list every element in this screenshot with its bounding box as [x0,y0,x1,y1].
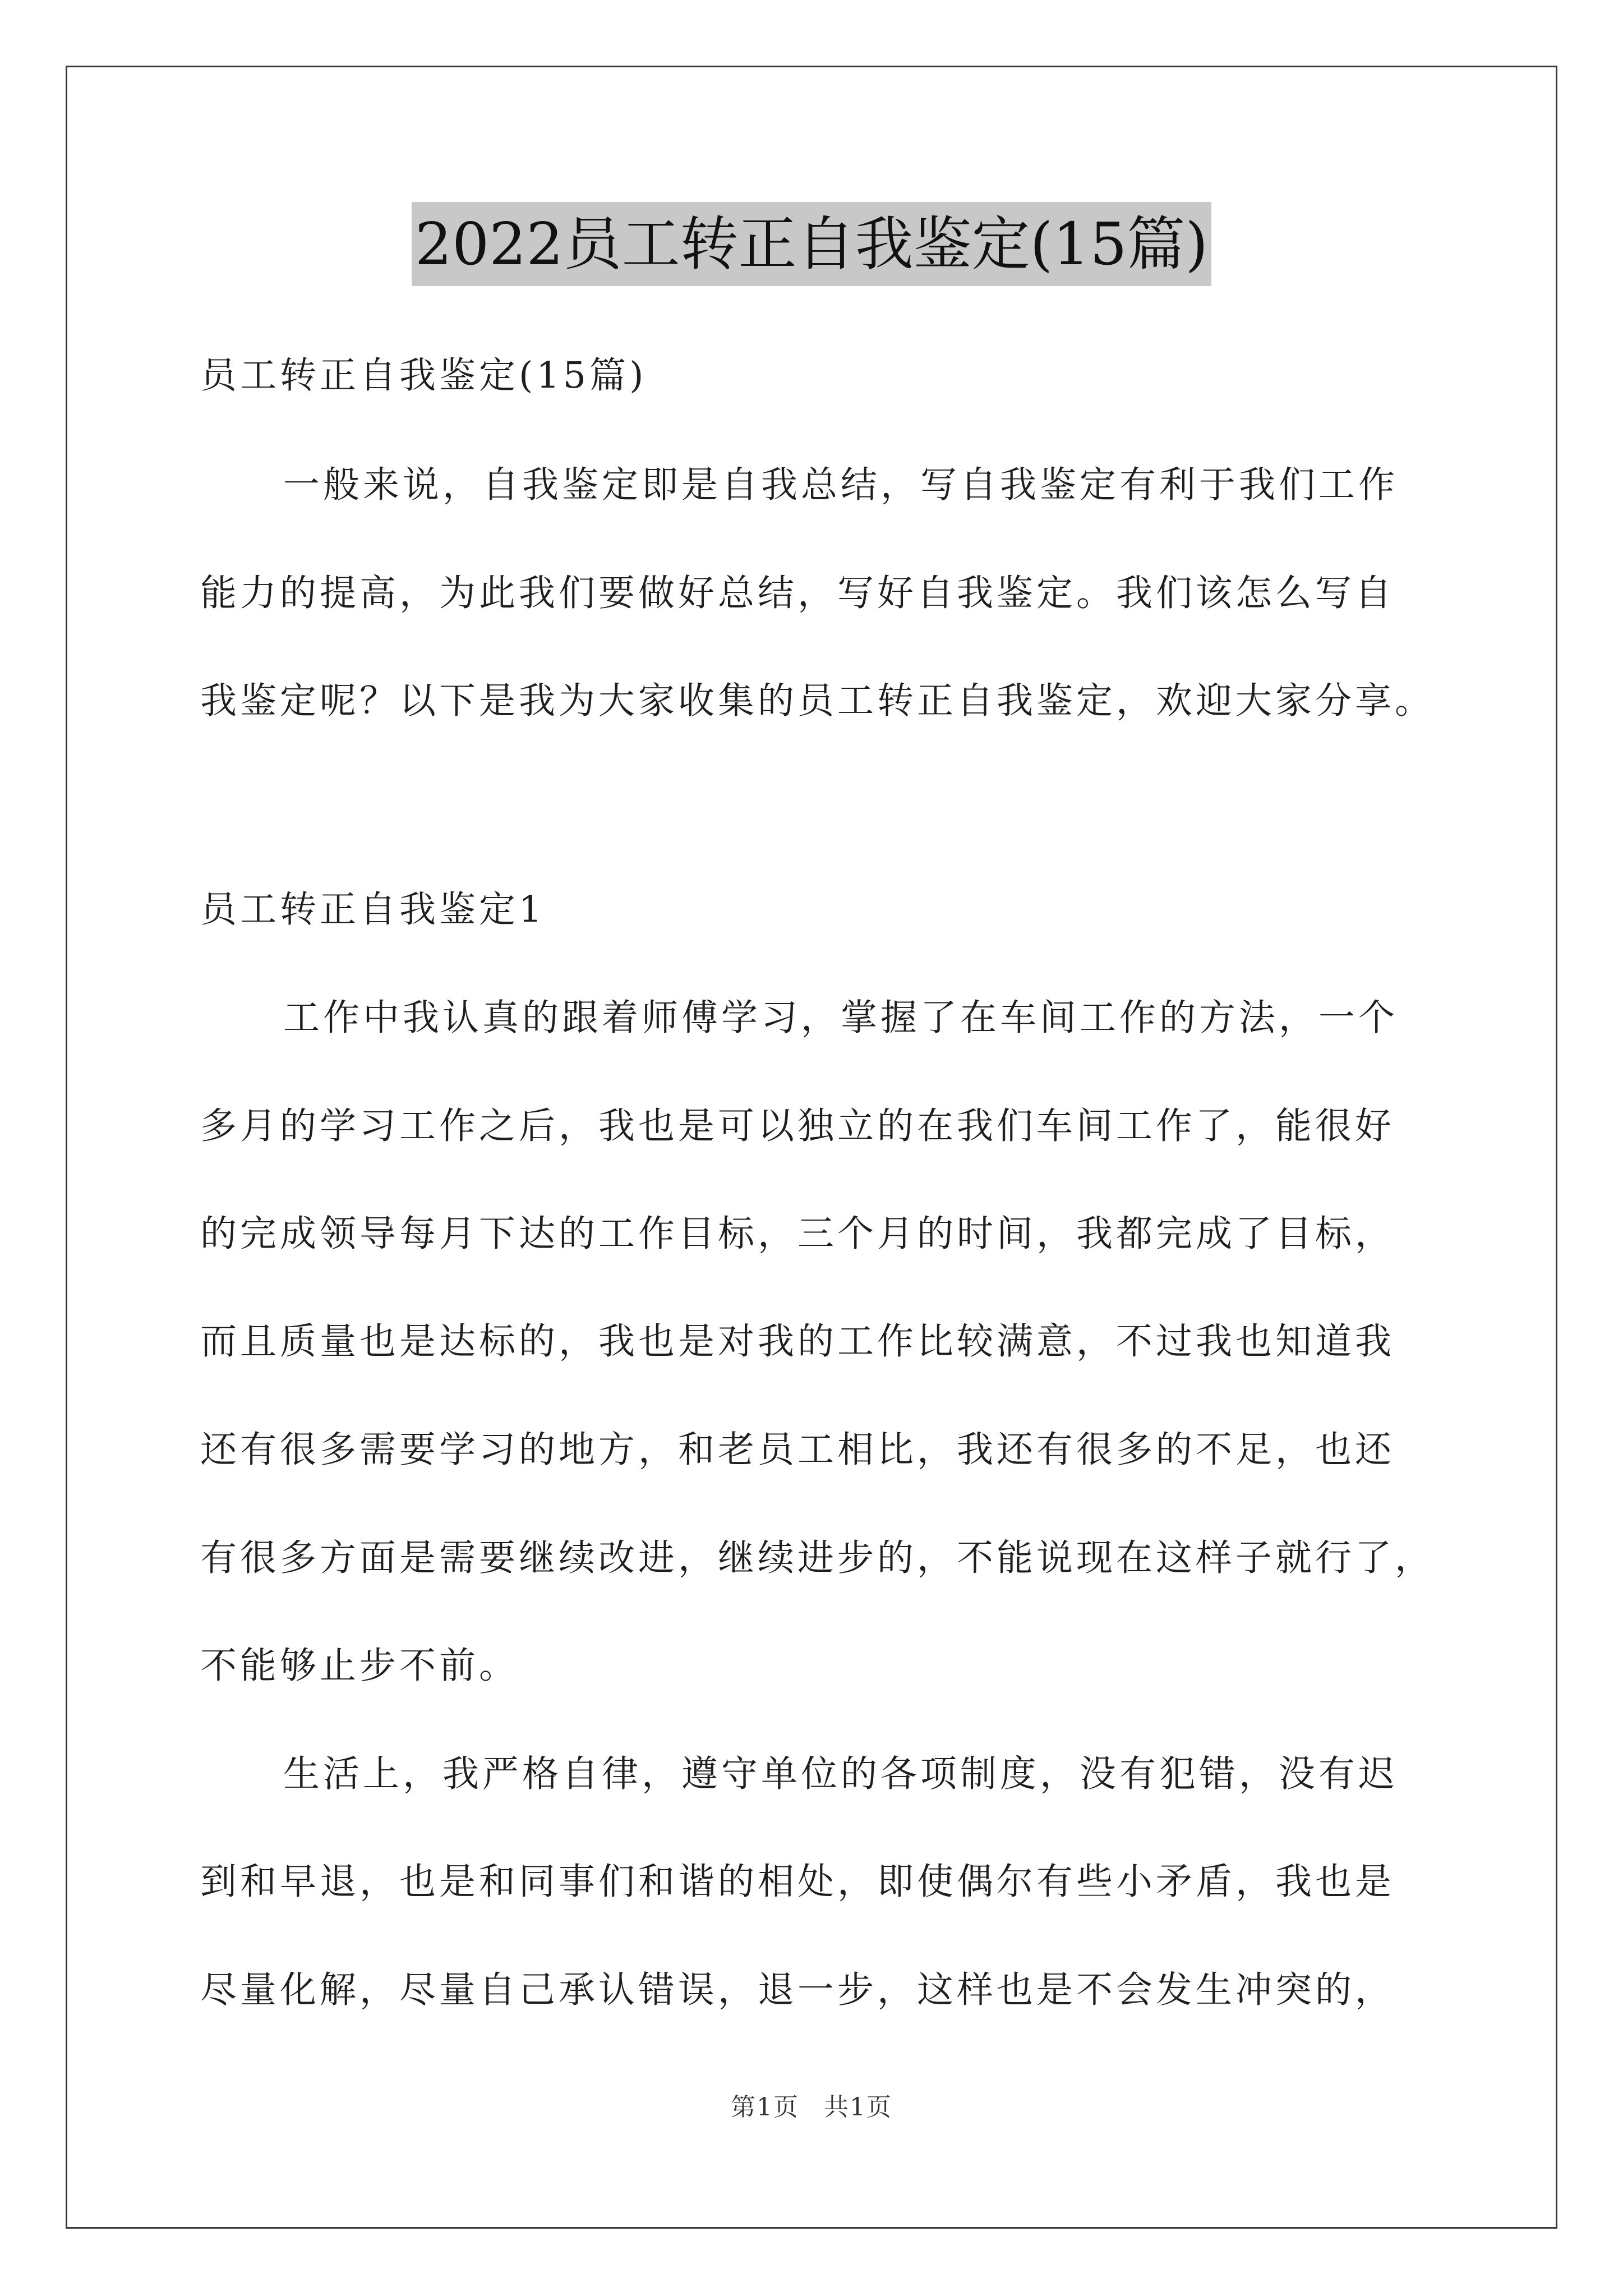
document-subtitle: 员工转正自我鉴定(15篇) [200,355,647,397]
paragraph-line: 多月的学习工作之后，我也是可以独立的在我们车间工作了，能很好 [200,1105,1395,1147]
intro-line: 能力的提高，为此我们要做好总结，写好自我鉴定。我们该怎么写自 [200,572,1395,614]
section-heading: 员工转正自我鉴定1 [200,889,546,931]
paragraph-line: 有很多方面是需要继续改进，继续进步的，不能说现在这样子就行了， [200,1537,1435,1579]
page-footer [0,2087,1623,2123]
paragraph-line: 不能够止步不前。 [200,1645,519,1687]
page-total: 共1页 [824,2093,892,2122]
page-current: 第1页 [731,2093,799,2122]
document-title: 2022员工转正自我鉴定(15篇) [412,202,1211,286]
intro-line: 一般来说，自我鉴定即是自我总结，写自我鉴定有利于我们工作 [283,464,1399,506]
paragraph-line: 的完成领导每月下达的工作目标，三个月的时间，我都完成了目标， [200,1213,1395,1255]
title-wrap [0,202,1623,286]
paragraph-line: 还有很多需要学习的地方，和老员工相比，我还有很多的不足，也还 [200,1429,1395,1471]
paragraph-line: 生活上，我严格自律，遵守单位的各项制度，没有犯错，没有迟 [283,1753,1399,1795]
paragraph-line: 工作中我认真的跟着师傅学习，掌握了在车间工作的方法，一个 [283,997,1399,1039]
paragraph-line: 到和早退，也是和同事们和谐的相处，即使偶尔有些小矛盾，我也是 [200,1861,1395,1903]
paragraph-line: 尽量化解，尽量自己承认错误，退一步，这样也是不会发生冲突的， [200,1969,1395,2011]
paragraph-line: 而且质量也是达标的，我也是对我的工作比较满意，不过我也知道我 [200,1320,1395,1363]
intro-line: 我鉴定呢？以下是我为大家收集的员工转正自我鉴定，欢迎大家分享。 [200,680,1435,722]
